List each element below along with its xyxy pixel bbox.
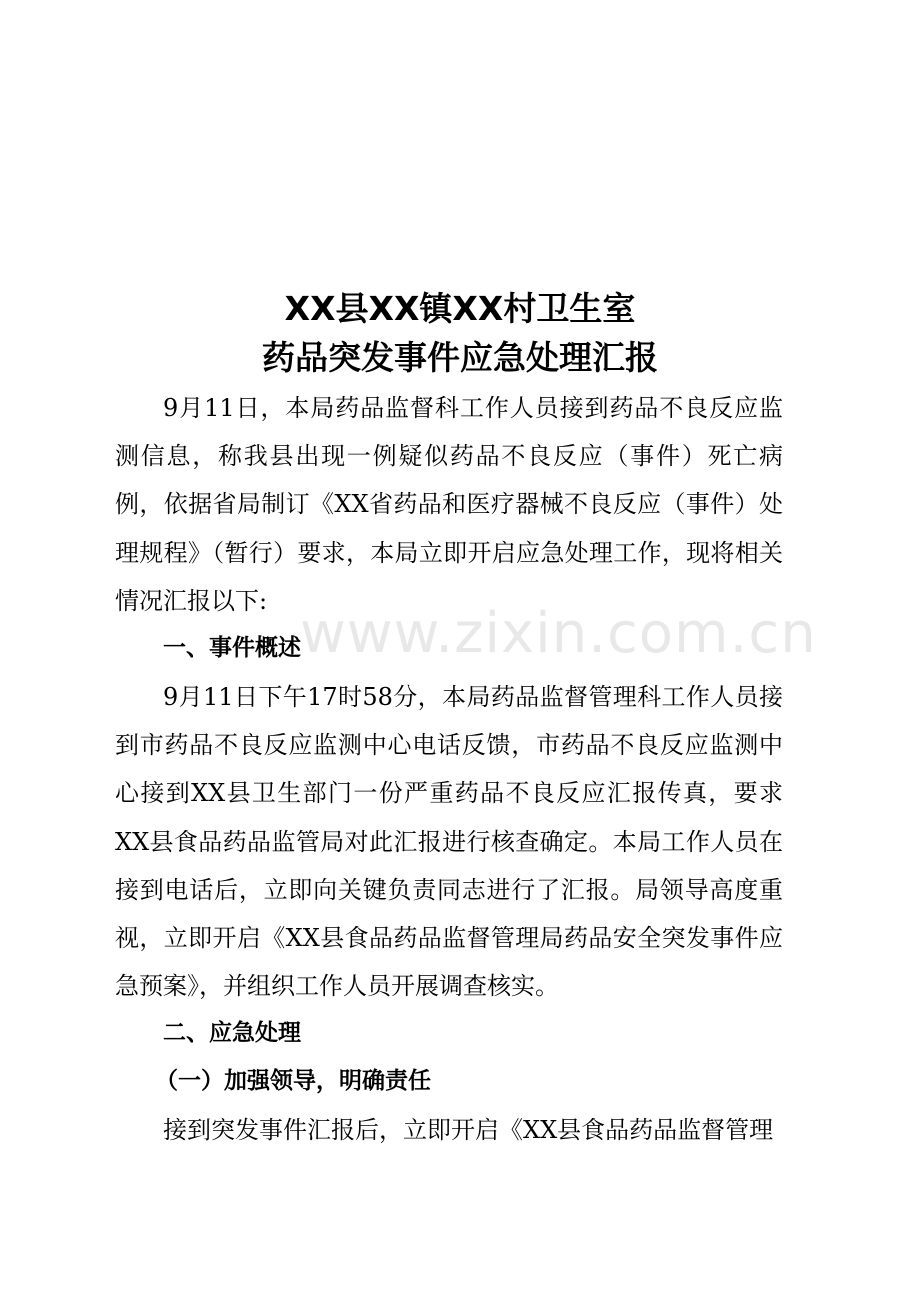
paragraph-text: 9月11日下午17时58分，本局药品监督管理科工作人员接到市药品不良反应监测中心电话反馈，市药品不良反应监测中心接到XX县卫生部门一份严重药品不良反应汇报传真，要求XX县食品药品监管局对此汇报进行核查确定。本局工作人员在接到电话后，立即向关键负责同志进行了汇报。局领导高度重视，立即开启《XX县食品药品监督管理局药品安全突发事件应急预案》，并组织工作人员开展调查核实。: [115, 683, 783, 1001]
subsection-heading-leadership: （一）加强领导，明确责任: [155, 1068, 431, 1094]
watermark: www.zixin.com.cn: [300, 601, 817, 666]
paragraph-text: 接到突发事件汇报后，立即开启《XX县食品药品监督管理: [163, 1116, 774, 1144]
paragraph-text: 9月11日，本局药品监督科工作人员接到药品不良反应监测信息，称我县出现一例疑似药品不良反应（事件）死亡病例，依据省局制订《XX省药品和医疗器械不良反应（事件）处理规程》（暂行）要求，本局立即开启应急处理工作，现将相关情况汇报以下:: [115, 394, 783, 615]
section-heading-emergency-handling: 二、应急处理: [163, 1020, 301, 1046]
document-title-line2: 药品突发事件应急处理汇报: [262, 338, 658, 377]
paragraph-event-overview: [115, 673, 783, 1010]
section-heading-event-overview: 一、事件概述: [163, 635, 301, 661]
document-title-line1: XX县XX镇XX村卫生室: [284, 289, 636, 328]
paragraph-leadership: [115, 1106, 783, 1154]
paragraph-intro: [115, 384, 783, 625]
